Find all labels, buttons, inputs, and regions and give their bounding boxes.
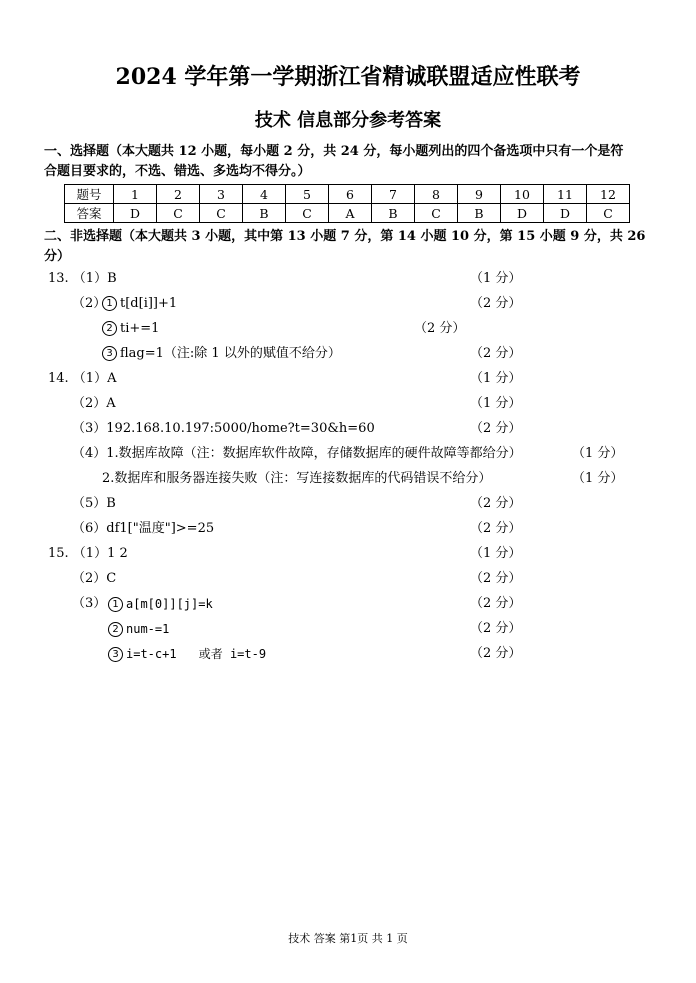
q14-part4b: 2.数据库和服务器连接失败（注：写连接数据库的代码错误不给分） <box>102 471 492 486</box>
q13-part1-score: （1 分） <box>470 271 522 286</box>
q13-part2-choice2-text: ti+=1 <box>120 321 160 336</box>
table-cell-answer: C <box>415 204 458 223</box>
section1-heading <box>44 142 656 182</box>
page-footer: 技术 答案 第1页 共 1 页 <box>288 932 408 945</box>
q15-part3-choice3 <box>108 645 266 664</box>
circled-number: 2 <box>102 321 117 336</box>
table-cell-answer: D <box>114 204 157 223</box>
q13-part2-choice2-score: （2 分） <box>414 321 466 336</box>
table-cell-answer: D <box>501 204 544 223</box>
q15-part3-choice2-score: （2 分） <box>470 621 522 636</box>
table-cell-answer: D <box>544 204 587 223</box>
q15-part1-score: （1 分） <box>470 546 522 561</box>
table-cell-number: 2 <box>157 185 200 204</box>
section2-heading <box>44 227 656 267</box>
circled-number: 2 <box>108 622 123 637</box>
q15-part3-choice2-text: num-=1 <box>126 622 170 636</box>
q14-part3: （3）192.168.10.197:5000/home?t=30&h=60 <box>72 421 375 436</box>
q14-part2: （2）A <box>72 396 116 411</box>
table-cell-answer: A <box>329 204 372 223</box>
q15-part3-choice1 <box>108 595 213 614</box>
table-cell-answer: B <box>458 204 501 223</box>
table-cell-number: 10 <box>501 185 544 204</box>
circled-number: 1 <box>108 597 123 612</box>
table-cell-number: 5 <box>286 185 329 204</box>
table-cell-answer: C <box>286 204 329 223</box>
table-cell-answer: C <box>200 204 243 223</box>
q14-part4-score: （1 分） <box>572 446 624 461</box>
q15-part3-choice1-text: a[m[0]][j]=k <box>126 597 213 611</box>
section2-heading-line1: 二、非选择题（本大题共 3 小题，其中第 13 小题 7 分，第 14 小题 10 分，第 15 小题 9 分，共 26 <box>44 229 646 244</box>
table-row-label: 题号 <box>65 185 114 204</box>
q14-part6: （6）df1["温度"]>=25 <box>72 521 215 536</box>
circled-number: 1 <box>102 296 117 311</box>
page-subtitle: 技术 信息部分参考答案 <box>254 110 442 131</box>
table-cell-number: 9 <box>458 185 501 204</box>
section1-heading-line1: 一、选择题（本大题共 12 小题，每小题 2 分，共 24 分，每小题列出的四个备选项中只有一个是符 <box>44 144 624 159</box>
answer-table <box>64 184 630 223</box>
q15-part3-choice3-score: （2 分） <box>470 646 522 661</box>
table-cell-answer: B <box>243 204 286 223</box>
q14-part2-score: （1 分） <box>470 396 522 411</box>
table-cell-number: 1 <box>114 185 157 204</box>
q13-part2-choice1 <box>102 295 177 313</box>
table-cell-number: 8 <box>415 185 458 204</box>
q14-part3-score: （2 分） <box>470 421 522 436</box>
q15-part3-choice3-text: i=t-c+1 <box>126 647 177 661</box>
q13-part2-choice3-score: （2 分） <box>470 346 522 361</box>
q14-part4: （4）1.数据库故障（注：数据库软件故障，存储数据库的硬件故障等都给分） <box>72 446 522 461</box>
circled-number: 3 <box>108 647 123 662</box>
q14-part4b-score: （1 分） <box>572 471 624 486</box>
circled-number: 3 <box>102 346 117 361</box>
q13-part2-choice1-text: t[d[i]]+1 <box>120 296 178 311</box>
q13-part2-label: （2） <box>72 296 107 311</box>
q15-part2-score: （2 分） <box>470 571 522 586</box>
q13-part2-choice1-score: （2 分） <box>470 296 522 311</box>
table-cell-answer: C <box>157 204 200 223</box>
q13-part2-choice3-text: flag=1（注:除 1 以外的赋值不给分） <box>120 346 341 361</box>
q15-part1: 15. （1）1 2 <box>48 546 128 561</box>
table-row-numbers <box>65 185 630 204</box>
section1-heading-line2: 合题目要求的，不选、错选、多选均不得分。） <box>44 164 311 179</box>
table-cell-number: 3 <box>200 185 243 204</box>
q15-part3-choice2 <box>108 620 169 639</box>
q14-part5: （5）B <box>72 496 116 511</box>
q14-part5-score: （2 分） <box>470 496 522 511</box>
table-row-label: 答案 <box>65 204 114 223</box>
q14-part1: 14. （1）A <box>48 371 117 386</box>
table-cell-answer: B <box>372 204 415 223</box>
q15-part2: （2）C <box>72 571 117 586</box>
q13-part2-choice2 <box>102 320 159 338</box>
q15-part3-label: （3） <box>72 596 107 611</box>
table-cell-number: 6 <box>329 185 372 204</box>
q14-part6-score: （2 分） <box>470 521 522 536</box>
q13-part1: 13. （1）B <box>48 271 117 286</box>
table-cell-number: 12 <box>587 185 630 204</box>
table-cell-number: 4 <box>243 185 286 204</box>
table-cell-answer: C <box>587 204 630 223</box>
table-cell-number: 11 <box>544 185 587 204</box>
q15-part3-choice3-alt: 或者 i=t-9 <box>198 647 267 661</box>
table-cell-number: 7 <box>372 185 415 204</box>
q13-part2-choice3 <box>102 345 341 363</box>
q15-part3-choice1-score: （2 分） <box>470 596 522 611</box>
q14-part1-score: （1 分） <box>470 371 522 386</box>
table-row-answers <box>65 204 630 223</box>
page-title: 2024 学年第一学期浙江省精诚联盟适应性联考 <box>115 64 581 90</box>
section2-heading-line2: 分） <box>44 249 71 264</box>
